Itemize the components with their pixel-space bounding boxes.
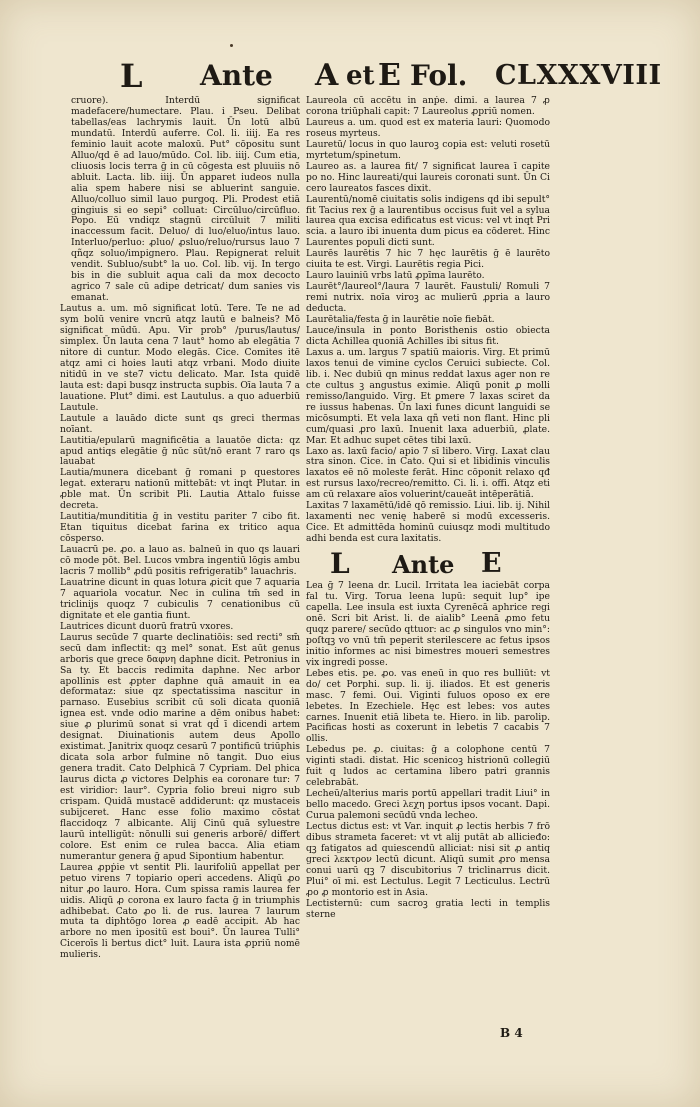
left-column bbox=[60, 96, 300, 1026]
dictionary-entry: Laurēt°/laureol°/laura 7 laurēt. Faustuli/ Romuli 7 remi nutrix. noīa viroꝫ ac mulierū ꝓpria a lauro deducta. bbox=[306, 281, 550, 315]
dictionary-entry: Lauatrine dicunt in quas lotura ꝓicit que 7 aquaria 7 aquariola vocatur. Nec in culina tm̄ sed in triclinijs quoqz 7 cubiculis 7 cenationibus cū dignitate et ele gantia fiunt. bbox=[60, 576, 300, 621]
dictionary-entry: Lauacrū pe. ꝓo. a lauo as. balneū in quo qs lauari cō mode pōt. Bel. Lucos vmbra ingentiū lōgis ambu lacris 7 mollib° ꝓdū positis refrigeratib° lauachris. bbox=[60, 544, 300, 577]
dictionary-entry: Laxus a. um. largus 7 spatiū maioris. Virg. Et primū laxos tenui de vimine cyclos Ceruici subiecte. Col. lib. i. Nec dubiū qn minus reddat laxus ager non re cte cultus ꝫ angustus eximie. Aliqū ponit ꝓ molli remisso/languido. Virg. Et ꝑmere 7 laxas sciret da re iussus habenas. Ūn laxi funes dicunt languidi se micōsumpti. Et vela laxa qñ veti non flant. Hinc pli cum/quasi ꝓro laxū. Inuenit laxa aduerbiū, ꝓlate. Mar. Et adhuc supet cētes tibi laxū. bbox=[306, 346, 550, 446]
header-e: E bbox=[378, 58, 401, 93]
dictionary-entry: Lectus dictus est: vt Var. inquit ꝓ lectis herbis 7 frō dibus strameta faceret: vt vt alij putāt ab allicieđo: qꝫ fatigatos ad quiescendū alliciat: nisi sit ꝓ antiq greci λεκτρον lectū dicunt. Aliqū sumit ꝓro mensa conui uarū qꝫ 7 discubitorius 7 triclinarrus dicit. Plui° oī mi. est Lectulus. Legit 7 Lecticulus. Lectrū ꝓo ꝓ montorio est in Asia. bbox=[306, 821, 550, 898]
dictionary-entry: Laxo as. laxū facio/ apio 7 sī libero. Virg. Laxat clau stra sinon. Cice. in Cato. Qui si et libidinis vinculis laxatos eē nō moleste ferāt. Hinc cōponit relaxo qđ est rursus laxo/recreo/remitto. Ci. li. i. offi. Atqz eti am cū relaxare aīos voluerint/caueāt intēperātiā. bbox=[306, 445, 550, 501]
folio-number: CLXXXVIII bbox=[495, 60, 662, 91]
section-letter: L bbox=[330, 547, 350, 581]
right-column bbox=[306, 96, 550, 1026]
dictionary-entry: Laurētalia/festa ḡ in laurētie noīe fiebāt. bbox=[306, 314, 495, 326]
running-header bbox=[110, 58, 670, 94]
header-et: et bbox=[346, 61, 375, 91]
dictionary-entry: Lautrices dicunt duorū fratrū vxores. bbox=[60, 620, 234, 632]
header-letter: L bbox=[120, 57, 143, 95]
ink-dot bbox=[230, 44, 233, 47]
section-header bbox=[306, 549, 550, 579]
dictionary-entry: Laurea ꝓpṗie vt sentit Pli. laurifoliū appellat per petuo virens 7 topiario operi accedens. Aliqū ꝓo nitur ꝓo lauro. Hora. Cum spissa ramis laurea fer uidis. Aliqū ꝓ corona ex lauro facta ḡ in triumphis adhibebat. Cato ꝓo li. de rus. laurea 7 laurum muta ta diphtōgo lorea ꝓ eadē accipit. Ab hac arbore no men ipositū est boui°. Ūn laurea Tulli° Ciceroīs li bertus dict° luit. Laura ista ꝓpriū nomē mulieris. bbox=[60, 861, 300, 961]
section-ante: Ante bbox=[392, 550, 455, 580]
dictionary-entry: Lebedus pe. ꝓ. ciuitas: ḡ a colophone centū 7 viginti stadi. distat. Hic scenicoꝫ histrionū collegiū fuit q ludos ac certamina libero patri grannis celebrabāt. bbox=[306, 744, 550, 789]
dictionary-entry: cruore). Interdū significat madefacere/humectare. Plau. i Pseu. Delibat tabellas/eas lachrymis lauit. Ūn lotū albū mundatū. Interdū auferre. Col. li. iiij. Ea res feminio lauit acote maloxū. Put° cōpositu sunt Alluo/qd ē ad lauo/mūdo. Col. lib. iiij. Cum etia, cliuosis locis terra ḡ in cū cōgesta est pluuiis nō abluit. Lacta. lib. iiij. Ūn apparet iudeos nulla alia spem habere nisi se abluerint sanguie. Alluo/colluo simil lauo purgoq. Pli. Prodest etiā gingiuis si eo sepi° colluat: Circūluo/circūfluo. Popo. Eū vndiqz stagnū circūluit 7 militi inaccessum facit. Deluo/ di luo/eluo/intus lauo. Interluo/perluo: ꝓluo/ ꝓsluo/reluo/rursus lauo 7 qñqz soluo/impignero. Plau. Repignerat reluit vendit. Subluo/subt° la uo. Col. lib. vij. In tergo bis in die subluit aqua cali da mox decocto agrico 7 sale cū adipe detricat/ dum sanies vis emanat. bbox=[71, 96, 300, 304]
dictionary-entry: Laurus secūde 7 quarte declinatiōis: sed recti° sm̄ secū dam inflectit: qꝫ mel° sonat. Est aūt genus arboris que grece δαφνη daphne dicit. Petronius in Sa ty. Et baccis redimita daphne. Nec arbor apollinis est ꝓpter daphne quā amauit in ea deformataz: siue qz spectatissima nascitur in parnaso. Eusebius scribit cū soli dicata quoniā ignea est. vnde odio marine a dēm onibus habet: siue ꝓ plurimū sonat si vrat qd̄ ī dicendi artem designat. Diuinationis autem deus Apollo existimat. Janitrix quoqz cesarū 7 pontificū triūphis dicata sola arbor fulmine nō tangit. Duo eius genera tradit. Cato Delphicā 7 Cypriam. Del phica laurus dicta ꝓ victores Delphis ea coronare tur: 7 est viridior: laur°. Cypria folio breui nigro sub crispam. Quidā mustacē addiderunt: qz mustaceis subijceret. Hanc esse folio maximo cōstat flaccidoqz 7 albicante. Alij Cinū quā syluestre laurū intelligūt: nōnulli sui generis arborē/ differt colore. Est enim ce rulea bacca. Alia etiam numerantur genera ḡ apud Sipontium habentur. bbox=[60, 631, 300, 862]
dictionary-entry: Lebes etis. pe. ꝓo. vas eneū in quo res bulliūt: vt do/ cet Porphi. sup. li. ij. iliados. Et est generis masc. 7 femi. Oui. Viginti fuluos oposo ex ere lebetes. In Ezechiele. Hęc est lebes: vos autes carnes. Inuenit etiā libeta te. Hiero. in lib. parolip. Pacificas hosti as coxerunt in lebetis 7 cacabis 7 ollis. bbox=[306, 667, 550, 745]
dictionary-entry: Lautitia/mundititia ḡ in vestitu pariter 7 cibo fit. Etan tiquitus dicebat farina ex tritico aqua cōsperso. bbox=[60, 511, 300, 545]
dictionary-entry: Lautitia/epularū magnificētia a lauatōe dicta: qz apud antiqs elegātie ḡ nūc sūt/nō erant 7 raro qs lauabat bbox=[60, 434, 300, 468]
dictionary-entry: Lauce/insula in ponto Boristhenis ostio obiecta dicta Achillea quoniā Achilles ibi situs fit. bbox=[306, 325, 550, 347]
header-ante: Ante bbox=[200, 59, 273, 92]
dictionary-entry: Laureus a. um. quod est ex materia lauri: Quomodo roseus myrteus. bbox=[306, 116, 550, 139]
dictionary-entry: Laureo as. a laurea fit/ 7 significat laurea ī capite po no. Hinc laureati/qui laureis coronati sunt. Ūn Ci cero laureatos fasces dixit. bbox=[306, 160, 550, 194]
section-e: E bbox=[481, 548, 502, 580]
signature-mark: B 4 bbox=[500, 1026, 523, 1040]
dictionary-entry: Lectisternū: cum sacroꝫ gratia lecti in templis sterne bbox=[306, 897, 550, 920]
header-fol: Fol. bbox=[410, 59, 468, 92]
dictionary-entry: Laurēs laurētis 7 hic 7 hęc laurētis ḡ ē laurēto ciuita te est. Virgi. Laurētis regia Pici. bbox=[306, 248, 550, 271]
dictionary-entry: Lautule a lauādo dicte sunt qs greci thermas noīant. bbox=[60, 412, 300, 435]
dictionary-entry: Lautia/munera dicebant ḡ romani p questores legat. exteraru nationū mittebāt: vt inqt Plutar. in ꝓble mat. Ūn scribit Pli. Lautia Attalo fuisse decreta. bbox=[60, 467, 300, 512]
dictionary-entry: Laureola cū accētu in anṗe. dimi. a laurea 7 ꝓ corona triūphali capit: 7 Laureolus ꝓpriū nomen. bbox=[306, 96, 550, 117]
dictionary-entry: Lautus a. um. mō significat lotū. Tere. Te ne ad sym bolū venire vncrū atqz lautū e balneis? Mō significat mūdū. Apu. Vir prob° /purus/lautus/ simplex. Ūn lauta cena 7 laut° homo ab elegātia 7 nitore di cuntur. Modo elegās. Cice. Comites itē atqz ami ci hoies lauti atqz vrbani. Modo diuite nitidū in ve ste7 victu delicato. Mar. Ista quidē lauta est: dapi busqz instructa supbis. Oīa lauta 7 a lauatione. Plut° dimi. est Lautulus. a quo aduerbiū Lautule. bbox=[60, 303, 300, 413]
dictionary-entry: Laurentū/nomē ciuitatis solis indigens qd ibi sepult° fit Tacius rex ḡ a laurentibus occisus fuit vel a sylua laurea qua excisa edificatus est vicus: vel vt inqt Pri scia. a lauro ibi inuenta dum picus ea cōderet. Hinc Laurentes populi dicti sunt. bbox=[306, 193, 550, 249]
header-a: A bbox=[315, 58, 339, 93]
dictionary-entry: Lauro lauiniū vrbs latū ꝓpīma laurēto. bbox=[306, 270, 485, 282]
dictionary-entry: Lauretū/ locus in quo lauroꝫ copia est: veluti rosetū myrtetum/spinetum. bbox=[306, 138, 550, 161]
dictionary-entry: Laxitas 7 laxamētū/idē qō remissio. Liui. lib. ij. Nihil laxamenti nec venię haberē si modū excesseris. Cice. Et admittēda hominū cuiusqz modi multitudo adhi benda est cura laxitatis. bbox=[306, 500, 550, 545]
dictionary-entry: Lecheū/alterius maris portū appellari tradit Liui° in bello macedo. Greci λεχη portus ipsos vocant. Dapi. Curua palemoni secūdū vnda lecheo. bbox=[306, 788, 550, 822]
dictionary-entry: Lea ḡ 7 leena dr. Lucil. Irritata lea iaciebāt corpa fal tu. Virg. Torua leena lupū: sequit lup° ipe capella. Lee insula est iuxta Cyrenēcā aphrice regi onē. Scri bit Arist. li. de aialib° Leenā ꝓmo fetu quqz parere/ secūdo qttuor: ac ꝓ singulos vno min°: poſtqꝫ vo vnū tm̄ peperit sterilescere ac fetus ipsos initio informes ac nisi bimestres moueri semestres vix ingredi posse. bbox=[306, 580, 550, 668]
